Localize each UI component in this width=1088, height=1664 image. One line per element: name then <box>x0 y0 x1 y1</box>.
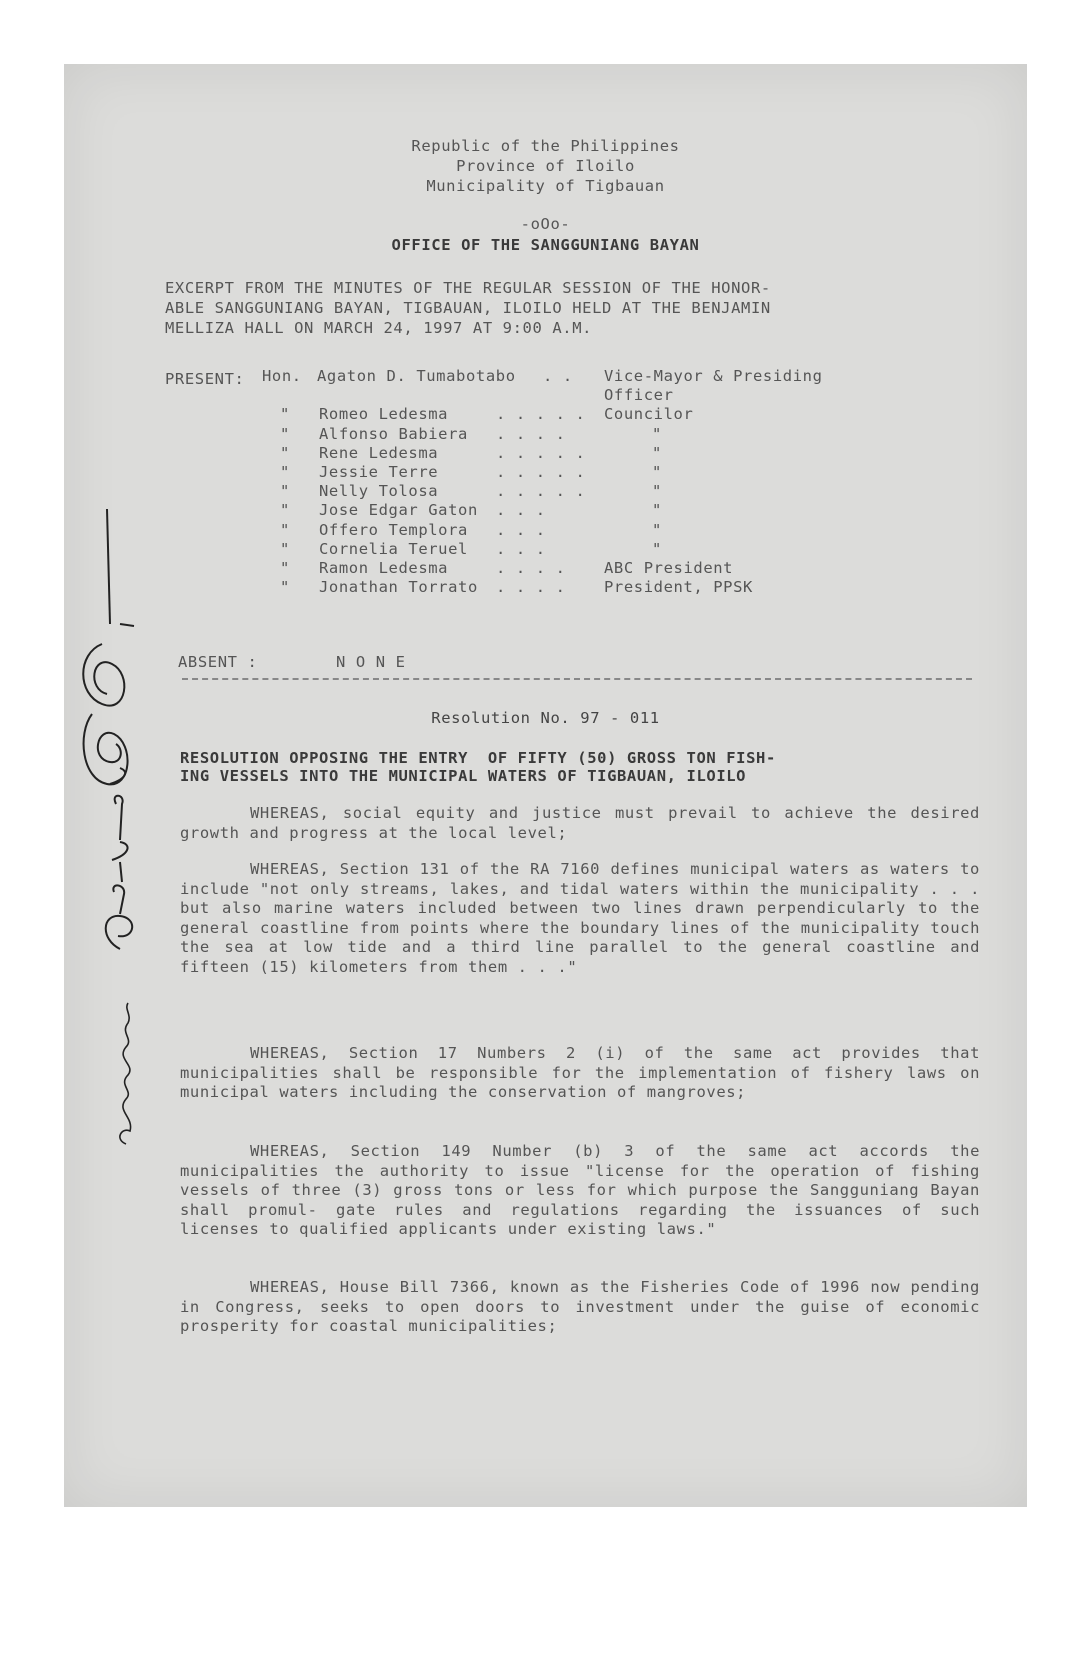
member-prefix: " <box>280 501 290 520</box>
member-position: " <box>652 501 662 520</box>
absent-value: N O N E <box>336 653 406 671</box>
resolution-title-line-2: ING VESSELS INTO THE MUNICIPAL WATERS OF TIGBAUAN, ILOILO <box>180 767 747 785</box>
member-name: Romeo Ledesma <box>319 405 449 424</box>
header-province: Province of Iloilo <box>456 157 635 175</box>
member-name: Nelly Tolosa <box>319 482 439 501</box>
member-dots: . . . . . <box>496 443 586 462</box>
member-prefix: " <box>280 520 290 539</box>
header-municipality: Municipality of Tigbauan <box>426 177 665 195</box>
member-dots: . . . <box>496 520 546 539</box>
member-prefix: " <box>280 443 290 462</box>
member-position: " <box>652 539 662 558</box>
dashed-divider <box>182 678 972 680</box>
member-dots: . . . . <box>496 578 566 597</box>
header-republic: Republic of the Philippines <box>411 137 680 155</box>
member-dots: . . . . . <box>496 482 586 501</box>
member-prefix: " <box>280 405 290 424</box>
signature-agaton <box>90 764 150 954</box>
member-name: Cornelia Teruel <box>319 539 468 558</box>
whereas-paragraph-5: WHEREAS, House Bill 7366, known as the Fisheries Code of 1996 now pending in Congress, seeks to open doors to investment under the guise of economic prosperity for coastal municipalities; <box>180 1278 980 1335</box>
signature-marginal <box>104 999 144 1149</box>
absent-label: ABSENT : <box>178 653 258 671</box>
member-name: Jonathan Torrato <box>319 578 478 597</box>
member-dots: . . . . <box>496 424 566 443</box>
office-title: OFFICE OF THE SANGGUNIANG BAYAN <box>391 236 700 254</box>
excerpt-line-1: EXCERPT FROM THE MINUTES OF THE REGULAR SESSION OF THE HONOR- <box>165 279 771 297</box>
whereas-paragraph-3: WHEREAS, Section 17 Numbers 2 (i) of the same act provides that municipalities shall be responsible for the implementation of fishery laws on municipal waters including the conservation of mangroves; <box>180 1044 980 1101</box>
member-position-continued: Officer <box>604 386 674 405</box>
member-dots: . . . <box>496 539 546 558</box>
member-dots: . . <box>543 367 573 385</box>
header-separator: -oOo- <box>520 215 571 233</box>
member-prefix: " <box>280 463 290 481</box>
member-position: President, PPSK <box>604 578 753 597</box>
member-prefix: Hon. <box>262 367 302 385</box>
member-position: ABC President <box>604 559 734 577</box>
member-dots: . . . . . <box>496 405 586 424</box>
member-name: Alfonso Babiera <box>319 424 468 443</box>
member-prefix: " <box>280 539 290 558</box>
member-prefix: " <box>280 559 290 577</box>
resolution-number: Resolution No. 97 - 011 <box>431 709 660 727</box>
member-name: Jessie Terre <box>319 463 439 481</box>
member-position: " <box>652 520 662 539</box>
member-name: Offero Templora <box>319 520 468 539</box>
document-page <box>64 64 1027 1507</box>
member-prefix: " <box>280 424 290 443</box>
member-name: Agaton D. Tumabotabo <box>317 367 516 385</box>
member-dots: . . . . . <box>496 463 586 481</box>
present-label: PRESENT: <box>165 370 245 388</box>
excerpt-line-3: MELLIZA HALL ON MARCH 24, 1997 AT 9:00 A.M. <box>165 319 593 337</box>
member-dots: . . . . <box>496 559 566 577</box>
member-prefix: " <box>280 482 290 501</box>
member-position: Councilor <box>604 405 694 424</box>
resolution-title-line-1: RESOLUTION OPPOSING THE ENTRY OF FIFTY (50) GROSS TON FISH- <box>180 749 776 767</box>
member-position: " <box>652 424 662 443</box>
member-name: Jose Edgar Gaton <box>319 501 478 520</box>
whereas-paragraph-1: WHEREAS, social equity and justice must prevail to achieve the desired growth and progress at the local level; <box>180 804 980 842</box>
member-name: Ramon Ledesma <box>319 559 449 577</box>
whereas-paragraph-2: WHEREAS, Section 131 of the RA 7160 defines municipal waters as waters to include "not only streams, lakes, and tidal waters within the municipality . . . but also marine waters included between two lines drawn perpendicularly to the general coastline from points where the boundary lines of the municipality touch the sea at low tide and a third line parallel to the general coastline and fifteen (15) kilometers from them . . ." <box>180 860 980 976</box>
member-position: " <box>652 463 662 481</box>
member-position: " <box>652 482 662 501</box>
member-prefix: " <box>280 578 290 597</box>
excerpt-line-2: ABLE SANGGUNIANG BAYAN, TIGBAUAN, ILOILO HELD AT THE BENJAMIN <box>165 299 771 317</box>
member-dots: . . . <box>496 501 546 520</box>
member-name: Rene Ledesma <box>319 443 439 462</box>
member-position: Vice-Mayor & Presiding <box>604 367 823 385</box>
member-position: " <box>652 443 662 462</box>
whereas-paragraph-4: WHEREAS, Section 149 Number (b) 3 of the same act accords the municipalities the authority to issue "license for the operation of fishing vessels of three (3) gross tons or less for which purpose the Sangguniang Bayan shall promul- gate rules and regulations regarding the issuances of such licenses to qualified applicants under existing laws." <box>180 1142 980 1238</box>
